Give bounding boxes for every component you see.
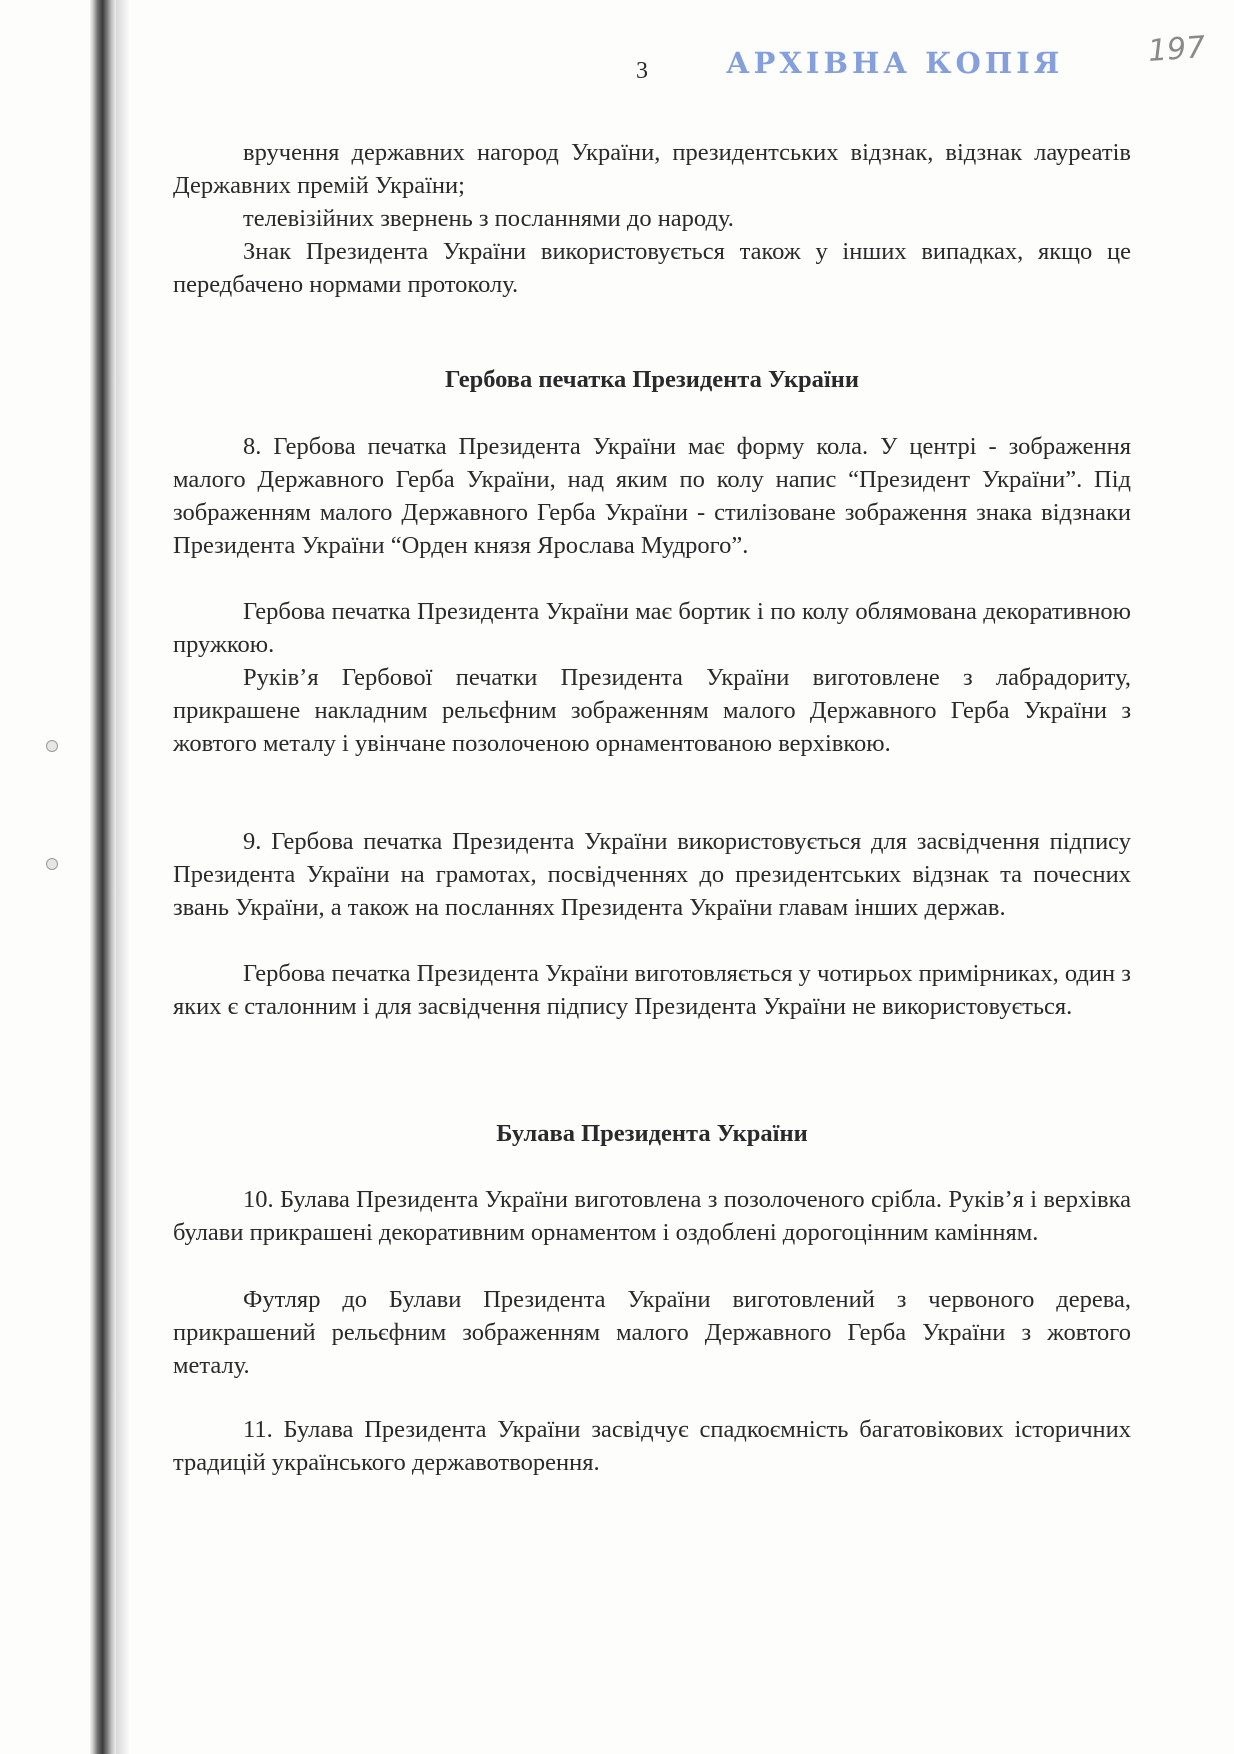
archive-copy-stamp: АРХІВНА КОПІЯ <box>726 46 1064 80</box>
page-number: 3 <box>636 58 648 84</box>
paragraph-seal-copies: Гербова печатка Президента України виготовляється у чотирьох примірниках, один з яких є сталонним і для засвідчення підпису Президента України не використовується. <box>173 960 1131 1020</box>
handwritten-sheet-number: 197 <box>1146 30 1207 69</box>
paragraph-item-11: 11. Булава Президента України засвідчує спадкоємність багатовікових історичних традицій українського державотворення. <box>173 1416 1131 1476</box>
section-heading-mace: Булава Президента України <box>496 1120 808 1147</box>
scan-binding-shadow <box>116 0 130 1754</box>
paragraph-seal-border: Гербова печатка Президента України має бортик і по колу облямована декоративною пружкою. <box>173 598 1131 658</box>
scan-binding-edge <box>90 0 116 1754</box>
paragraph-sign-other-cases: Знак Президента України використовується також у інших випадках, якщо це передбачено нормами протоколу. <box>173 238 1131 298</box>
paragraph-item-9: 9. Гербова печатка Президента України використовується для засвідчення підпису Президента України на грамотах, посвідченнях до президентських відзнак та почесних звань України, а також на посланнях Президента України главам інших держав. <box>173 828 1131 921</box>
section-heading-seal: Гербова печатка Президента України <box>445 366 859 393</box>
paragraph-item-8: 8. Гербова печатка Президента України має форму кола. У центрі - зображення малого Державного Герба України, над яким по колу напис “Президент України”. Під зображенням малого Державного Герба України - стилізоване зображення знака відзнаки Президента України “Орден князя Ярослава Мудрого”. <box>173 433 1131 559</box>
paragraph-item-10: 10. Булава Президента України виготовлена з позолоченого срібла. Руків’я і верхівка булави прикрашені декоративним орнаментом і оздоблені дорогоцінним камінням. <box>173 1186 1131 1246</box>
paragraph-awards: вручення державних нагород України, президентських відзнак, відзнак лауреатів Державних премій України; <box>173 139 1131 199</box>
paragraph-tv-addresses: телевізійних звернень з посланнями до народу. <box>243 205 734 232</box>
paragraph-seal-handle: Руків’я Гербової печатки Президента України виготовлене з лабрадориту, прикрашене накладним рельєфним зображенням малого Державного Герба України з жовтого металу і увінчане позолоченою орнаментованою верхівкою. <box>173 664 1131 757</box>
punch-hole-mark <box>46 740 58 752</box>
punch-hole-mark <box>46 858 58 870</box>
paragraph-mace-case: Футляр до Булави Президента України виготовлений з червоного дерева, прикрашений рельєфним зображенням малого Державного Герба України з жовтого металу. <box>173 1286 1131 1379</box>
